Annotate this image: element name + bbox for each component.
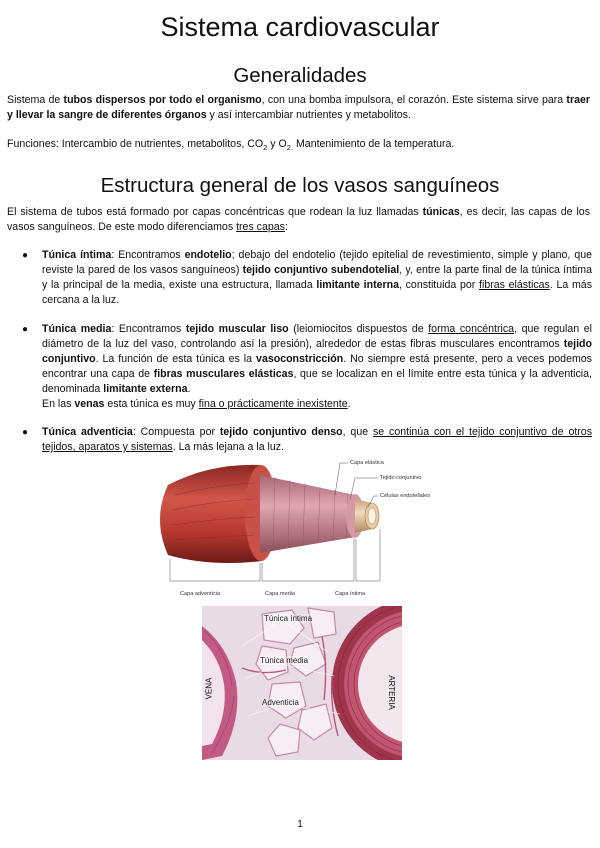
list-item-text: Túnica adventicia: Compuesta por tejido conjuntivo denso, que se continúa con el tejido conjuntivo de otros tejidos, aparatos y sistemas. La más lejana a la luz. bbox=[42, 426, 592, 453]
bullet-icon: ● bbox=[22, 324, 29, 335]
page-number: 1 bbox=[297, 818, 303, 830]
label-tunica-intima: Túnica íntima bbox=[264, 614, 313, 623]
label-adventicia: Adventicia bbox=[262, 698, 299, 707]
label-vena: VENA bbox=[204, 677, 214, 700]
paragraph-generalidades: Sistema de tubos dispersos por todo el organismo, con una bomba impulsora, el corazón. Este sistema sirve para traer y llevar la sangre de diferentes órganos y así intercambiar nutrientes y metabolitos. bbox=[7, 94, 590, 121]
histology-micrograph-image bbox=[202, 606, 402, 760]
paragraph-estructura-intro: El sistema de tubos está formado por capas concéntricas que rodean la luz llamadas túnicas, es decir, las capas de los vasos sanguíneos. De este modo diferenciamos tres capas: bbox=[7, 206, 590, 233]
label-capa-media: Capa media bbox=[265, 591, 296, 597]
label-tejido-conjuntivo: Tejido conjuntivo bbox=[380, 475, 422, 481]
media-layer bbox=[260, 475, 355, 553]
figure-histology-micrograph bbox=[202, 606, 402, 760]
lumen bbox=[368, 508, 376, 524]
paragraph-funciones: Funciones: Intercambio de nutrientes, metabolitos, $CO_2$ y $O_{2.}$ Mantenimiento de la temperatura. bbox=[7, 138, 455, 153]
bullet-icon: ● bbox=[22, 427, 29, 438]
bullet-icon: ● bbox=[22, 250, 29, 261]
label-arteria: ARTERIA bbox=[386, 675, 396, 710]
section-heading-estructura: Estructura general de los vasos sanguíneos bbox=[100, 174, 500, 197]
section-heading-generalidades: Generalidades bbox=[233, 64, 367, 87]
figure-vessel-layers bbox=[150, 455, 450, 603]
list-item-text: Túnica íntima: Encontramos endotelio; debajo del endotelio (tejido epitelial de revestimiento, simple y plano, que reviste la pared de los vasos sanguíneos) tejido conjuntivo subendotelial, y, entre la parte final de la túnica íntima y la principal de la media, existe una estructura, llamada limitante interna, constituida por fibras elásticas. La más cercana a la luz. bbox=[42, 249, 593, 306]
label-celulas-endoteliales: Células endoteliales bbox=[380, 493, 431, 499]
page-title: Sistema cardiovascular bbox=[160, 12, 440, 42]
label-capa-intima: Capa íntima bbox=[335, 591, 366, 597]
label-capa-adventicia: Capa adventicia bbox=[180, 591, 221, 597]
label-capa-elastica: Capa elástica bbox=[350, 460, 384, 466]
list-item-text: Túnica media: Encontramos tejido muscular liso (leiomiocitos dispuestos de forma concéntrica, que regulan el diámetro de la luz del vaso, controlando así la presión), alrededor de estas fibras musculares encontramos tejido conjuntivo. La función de esta túnica es la vasoconstricción. No siempre está presente, pero a veces podemos encontrar una capa de fibras musculares elásticas, que se localizan en el límite entre esta túnica y la adventicia, denominada limitante externa. En las venas esta túnica es muy fina o prácticamente inexistente. bbox=[42, 323, 593, 410]
label-tunica-media: Túnica media bbox=[260, 656, 309, 665]
